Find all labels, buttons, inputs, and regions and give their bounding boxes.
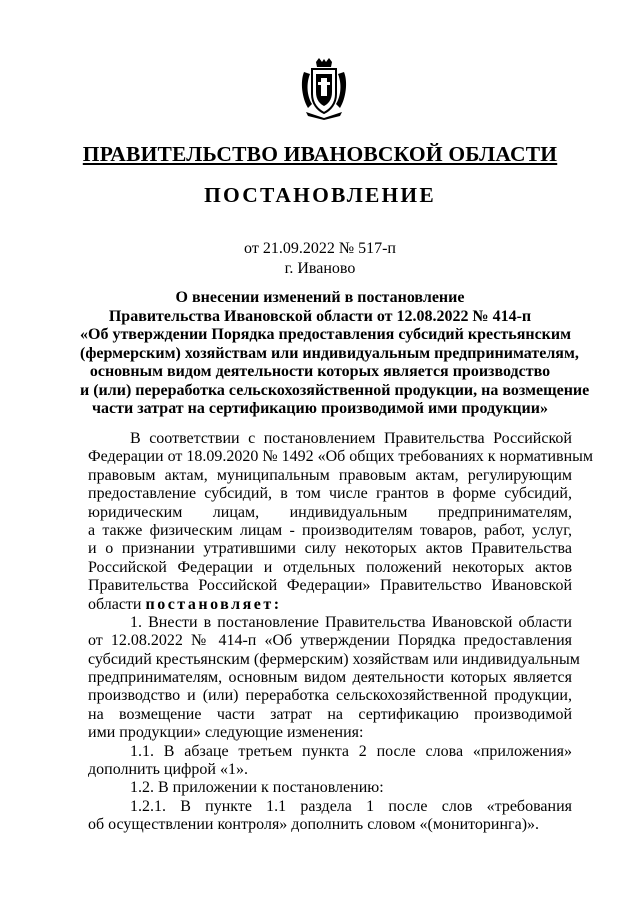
item-1-line: 1. Внести в постановление Правительства Ивановской области — [130, 613, 572, 631]
resolves-prefix: области — [88, 595, 142, 613]
item-1-2-line: 1.2. В приложении к постановлению: — [130, 779, 384, 797]
document-type: ПОСТАНОВЛЕНИЕ — [204, 183, 436, 207]
title-line: «Об утверждении Порядка предоставления субсидий крестьянским — [80, 326, 572, 343]
preamble-line: предоставление субсидий, в том числе грантов в форме субсидий, — [88, 485, 572, 503]
document-body — [88, 430, 594, 835]
title-line: Правительства Ивановской области от 12.08.2022 № 414-п — [108, 307, 532, 325]
city: г. Иваново — [284, 260, 356, 277]
item-1-1-line: дополнить цифрой «1». — [88, 761, 248, 779]
item-1-line: предпринимателям, основным видом деятельности которых является — [88, 669, 572, 687]
preamble-line: правовым актам, муниципальным правовым актам, регулирующим — [88, 466, 572, 484]
item-1-line: субсидий крестьянским (фермерским) хозяйствам или индивидуальным — [88, 650, 580, 668]
preamble-line: юридическим лицам, индивидуальным предпринимателям, — [88, 503, 572, 521]
title-line: и (или) переработка сельскохозяйственной продукции, на возмещение — [80, 381, 590, 399]
preamble-line: и о признании утратившими силу некоторых актов Правительства — [88, 540, 572, 558]
coat-of-arms-icon — [300, 58, 348, 120]
title-line: (фермерским) хозяйствам или индивидуальным предпринимателям, — [80, 344, 579, 362]
title-line: части затрат на сертификацию производимой ими продукции» — [92, 400, 548, 417]
resolves-word: постановляет: — [145, 595, 282, 613]
title-line: основным видом деятельности которых является производство — [89, 363, 551, 380]
item-1-line: производство и (или) переработка сельскохозяйственной продукции, — [88, 687, 572, 705]
preamble-line: Российской Федерации и отдельных положений некоторых актов — [88, 558, 572, 576]
item-1-2-1-line: 1.2.1. В пункте 1.1 раздела 1 после слов «требования — [130, 797, 572, 815]
item-1-line: на возмещение части затрат на сертификацию производимой — [88, 705, 572, 723]
preamble-line: а также физическим лицам - производителям товаров, работ, услуг, — [88, 521, 572, 539]
date-block — [0, 239, 640, 279]
title-line: О внесении изменений в постановление — [175, 289, 465, 306]
item-1-line: от 12.08.2022 № 414-п «Об утверждении Порядка предоставления — [88, 632, 572, 650]
preamble-line: В соответствии с постановлением Правительства Российской — [130, 430, 572, 447]
preamble-line: Федерации от 18.09.2020 № 1492 «Об общих требованиях к нормативным — [88, 448, 594, 466]
preamble-line: Правительства Российской Федерации» Правительство Ивановской — [88, 577, 572, 595]
item-1-2-1-line: об осуществлении контроля» дополнить словом «(мониторинга)». — [88, 816, 540, 834]
resolves-line — [88, 596, 572, 614]
organization-name: ПРАВИТЕЛЬСТВО ИВАНОВСКОЙ ОБЛАСТИ — [82, 142, 558, 166]
item-1-line: ими продукции» следующие изменения: — [88, 724, 364, 742]
item-1-1-line: 1.1. В абзаце третьем пункта 2 после слова «приложения» — [130, 742, 572, 760]
document-title — [80, 289, 590, 419]
date-number: от 21.09.2022 № 517-п — [244, 240, 396, 257]
